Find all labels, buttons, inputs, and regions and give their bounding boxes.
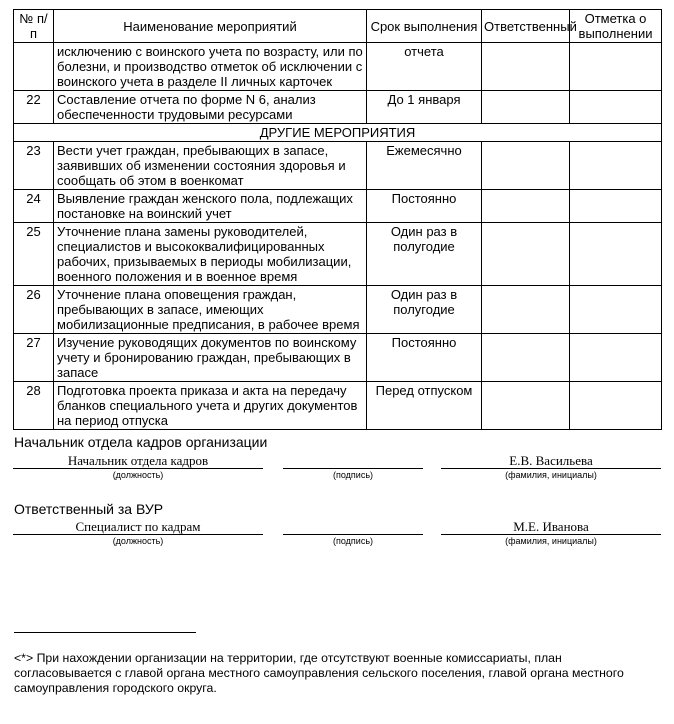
row-num: 26 [14, 286, 54, 334]
signature1-position: Начальник отдела кадров [13, 454, 263, 469]
row-num [14, 43, 54, 91]
row-num: 25 [14, 223, 54, 286]
row-term: До 1 января [367, 91, 482, 124]
row-num: 22 [14, 91, 54, 124]
header-name: Наименование мероприятий [54, 10, 367, 43]
row-name: Изучение руководящих документов по воинскому учету и бронированию граждан, пребывающих в запасе [54, 334, 367, 382]
row-name: Выявление граждан женского пола, подлежащих постановке на воинский учет [54, 190, 367, 223]
row-responsible [482, 142, 570, 190]
signature2-title: Ответственный за ВУР [14, 501, 164, 517]
row-num: 28 [14, 382, 54, 430]
row-name: исключению с воинского учета по возрасту, или по болезни, и производство отметок об исключении с воинского учета в разделе II личных карточек [54, 43, 367, 91]
rows-after [14, 142, 662, 430]
table-row [14, 91, 662, 124]
row-mark [570, 142, 662, 190]
footnote-rule [14, 632, 196, 633]
row-mark [570, 190, 662, 223]
row-responsible [482, 91, 570, 124]
row-term: Ежемесячно [367, 142, 482, 190]
row-mark [570, 43, 662, 91]
table-row [14, 142, 662, 190]
signature2-cap-name: (фамилия, инициалы) [505, 536, 597, 546]
row-name: Составление отчета по форме N 6, анализ обеспеченности трудовыми ресурсами [54, 91, 367, 124]
table-row [14, 334, 662, 382]
row-mark [570, 223, 662, 286]
row-responsible [482, 190, 570, 223]
signature1-cap-name: (фамилия, инициалы) [505, 470, 597, 480]
section-row [14, 124, 662, 142]
table-row [14, 382, 662, 430]
signature1-name: Е.В. Васильева [441, 454, 661, 469]
row-responsible [482, 286, 570, 334]
table-header-row [14, 10, 662, 43]
footnote-text: При нахождении организации на территории, где отсутствуют военные комиссариаты, план согласовывается с главой органа местного самоуправления сельского поселения, главой органа местного самоуправления городского округа. [14, 651, 624, 695]
row-responsible [482, 223, 570, 286]
row-mark [570, 91, 662, 124]
header-term: Срок выполнения [367, 10, 482, 43]
row-term: Постоянно [367, 334, 482, 382]
row-responsible [482, 382, 570, 430]
signature2-position: Специалист по кадрам [13, 520, 263, 535]
table-row [14, 190, 662, 223]
signature2-cap-signature: (подпись) [332, 536, 374, 546]
row-mark [570, 286, 662, 334]
signature1-title: Начальник отдела кадров организации [14, 434, 268, 450]
signature2-cap-position: (должность) [112, 536, 164, 546]
signature1-cap-signature: (подпись) [332, 470, 374, 480]
row-mark [570, 334, 662, 382]
row-term: Перед отпуском [367, 382, 482, 430]
row-name: Уточнение плана замены руководителей, специалистов и высококвалифицированных рабочих, призываемых в периоды мобилизации, военного положения и в военное время [54, 223, 367, 286]
table-row [14, 43, 662, 91]
footnote-marker: <*> [14, 651, 34, 665]
row-num: 24 [14, 190, 54, 223]
row-num: 27 [14, 334, 54, 382]
row-num: 23 [14, 142, 54, 190]
row-term: отчета [367, 43, 482, 91]
signature1-signature-line [283, 454, 423, 469]
header-mark: Отметка о выполнении [570, 10, 662, 43]
row-term: Один раз в полугодие [367, 223, 482, 286]
row-term: Один раз в полугодие [367, 286, 482, 334]
signature2-name: М.Е. Иванова [441, 520, 661, 535]
row-name: Уточнение плана оповещения граждан, пребывающих в запасе, имеющих мобилизационные предписания, в рабочее время [54, 286, 367, 334]
section-title: ДРУГИЕ МЕРОПРИЯТИЯ [14, 124, 662, 142]
rows-before [14, 43, 662, 124]
table-row [14, 223, 662, 286]
row-name: Вести учет граждан, пребывающих в запасе, заявивших об изменении состояния здоровья и сообщать об этом в военкомат [54, 142, 367, 190]
header-num: № п/п [14, 10, 54, 43]
header-responsible: Ответственный [482, 10, 570, 43]
row-name: Подготовка проекта приказа и акта на передачу бланков специального учета и других документов на период отпуска [54, 382, 367, 430]
footnote [14, 651, 654, 696]
row-responsible [482, 334, 570, 382]
row-term: Постоянно [367, 190, 482, 223]
row-responsible [482, 43, 570, 91]
table-row [14, 286, 662, 334]
row-mark [570, 382, 662, 430]
signature2-signature-line [283, 520, 423, 535]
signature1-cap-position: (должность) [112, 470, 164, 480]
plan-table [13, 9, 662, 430]
